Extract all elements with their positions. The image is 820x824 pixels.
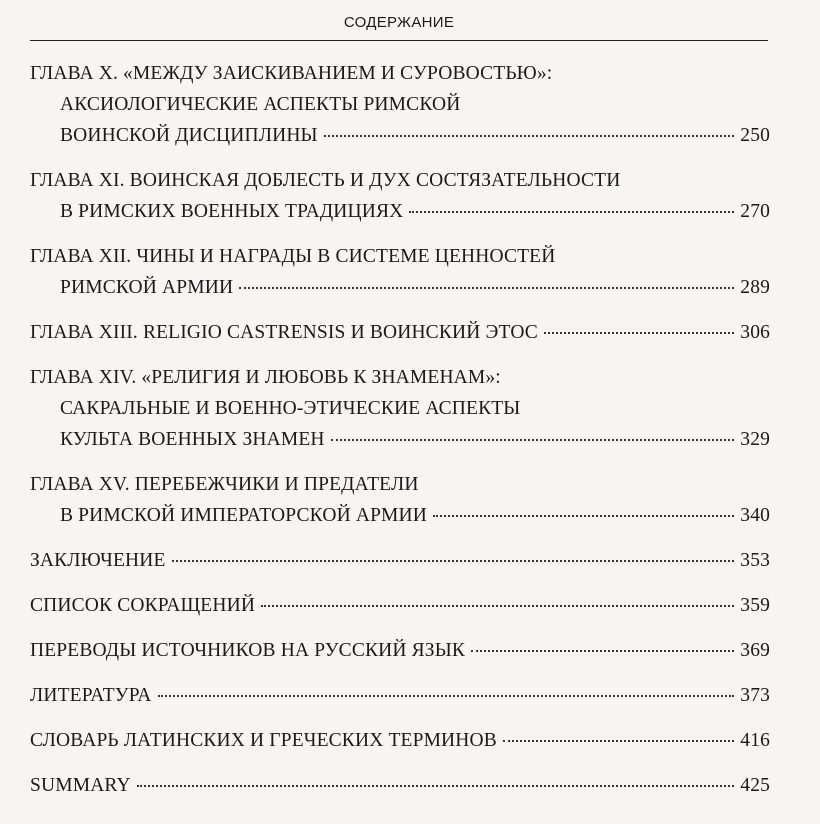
- toc-entry[interactable]: [30, 590, 770, 621]
- table-of-contents: [30, 58, 770, 815]
- toc-entry-title: В РИМСКИХ ВОЕННЫХ ТРАДИЦИЯХ: [60, 201, 404, 222]
- toc-entry[interactable]: [30, 680, 770, 711]
- toc-entry-title: СПИСОК СОКРАЩЕНИЙ: [30, 595, 256, 616]
- toc-entry-title: SUMMARY: [30, 775, 131, 796]
- dot-leader: [503, 740, 734, 742]
- dot-leader: [158, 695, 735, 697]
- toc-entry[interactable]: [30, 317, 770, 348]
- toc-entry-line: САКРАЛЬНЫЕ И ВОЕННО-ЭТИЧЕСКИЕ АСПЕКТЫ: [60, 398, 521, 419]
- toc-entry-title: КУЛЬТА ВОЕННЫХ ЗНАМЕН: [60, 429, 325, 450]
- toc-page-number: 353: [740, 550, 770, 571]
- dot-leader: [409, 211, 734, 213]
- toc-entry[interactable]: [30, 725, 770, 756]
- toc-page-number: 270: [740, 201, 770, 222]
- toc-entry[interactable]: [30, 241, 770, 303]
- toc-entry[interactable]: [30, 545, 770, 576]
- toc-page-number: 289: [740, 277, 770, 298]
- toc-entry-line: [30, 770, 770, 801]
- toc-entry-line: [30, 120, 770, 151]
- toc-entry-line: ГЛАВА XI. ВОИНСКАЯ ДОБЛЕСТЬ И ДУХ СОСТЯЗАТЕЛЬНОСТИ: [30, 170, 621, 191]
- toc-page-number: 373: [740, 685, 770, 706]
- toc-entry[interactable]: [30, 58, 770, 151]
- toc-page-number: 369: [740, 640, 770, 661]
- toc-entry-line: [30, 635, 770, 666]
- toc-entry-line: [30, 500, 770, 531]
- dot-leader: [331, 439, 735, 441]
- toc-entry[interactable]: [30, 770, 770, 801]
- toc-entry-title: ВОИНСКОЙ ДИСЦИПЛИНЫ: [60, 125, 318, 146]
- toc-page-number: 340: [740, 505, 770, 526]
- dot-leader: [471, 650, 734, 652]
- toc-entry-title: РИМСКОЙ АРМИИ: [60, 277, 234, 298]
- toc-entry-title: ПЕРЕВОДЫ ИСТОЧНИКОВ НА РУССКИЙ ЯЗЫК: [30, 640, 466, 661]
- toc-entry-title: В РИМСКОЙ ИМПЕРАТОРСКОЙ АРМИИ: [60, 505, 428, 526]
- dot-leader: [137, 785, 735, 787]
- dot-leader: [433, 515, 734, 517]
- dot-leader: [544, 332, 734, 334]
- header-rule: [30, 40, 768, 41]
- toc-page-number: 359: [740, 595, 770, 616]
- dot-leader: [239, 287, 734, 289]
- toc-page-number: 250: [740, 125, 770, 146]
- toc-entry[interactable]: [30, 165, 770, 227]
- toc-entry-line: [30, 590, 770, 621]
- toc-page-number: 329: [740, 429, 770, 450]
- toc-entry[interactable]: [30, 635, 770, 666]
- toc-entry-line: [30, 545, 770, 576]
- toc-entry-line: [30, 424, 770, 455]
- toc-entry-line: [30, 272, 770, 303]
- page-header: СОДЕРЖАНИЕ: [343, 14, 455, 31]
- toc-entry-title: ЛИТЕРАТУРА: [30, 685, 152, 706]
- toc-entry-line: [30, 317, 770, 348]
- toc-entry-line: АКСИОЛОГИЧЕСКИЕ АСПЕКТЫ РИМСКОЙ: [60, 94, 461, 115]
- toc-entry-line: [30, 680, 770, 711]
- toc-page-number: 425: [740, 775, 770, 796]
- toc-entry-title: ЗАКЛЮЧЕНИЕ: [30, 550, 166, 571]
- dot-leader: [324, 135, 735, 137]
- toc-entry-line: ГЛАВА XV. ПЕРЕБЕЖЧИКИ И ПРЕДАТЕЛИ: [30, 474, 419, 495]
- toc-entry-line: [30, 196, 770, 227]
- toc-entry[interactable]: [30, 362, 770, 455]
- toc-entry-line: ГЛАВА X. «МЕЖДУ ЗАИСКИВАНИЕМ И СУРОВОСТЬЮ»:: [30, 63, 553, 84]
- toc-entry-line: ГЛАВА XII. ЧИНЫ И НАГРАДЫ В СИСТЕМЕ ЦЕННОСТЕЙ: [30, 246, 556, 267]
- toc-entry[interactable]: [30, 469, 770, 531]
- dot-leader: [172, 560, 735, 562]
- dot-leader: [261, 605, 734, 607]
- toc-entry-line: ГЛАВА XIV. «РЕЛИГИЯ И ЛЮБОВЬ К ЗНАМЕНАМ»:: [30, 367, 501, 388]
- toc-page-number: 306: [740, 322, 770, 343]
- toc-entry-line: [30, 725, 770, 756]
- toc-entry-title: СЛОВАРЬ ЛАТИНСКИХ И ГРЕЧЕСКИХ ТЕРМИНОВ: [30, 730, 497, 751]
- toc-entry-title: ГЛАВА XIII. RELIGIO CASTRENSIS И ВОИНСКИЙ ЭТОС: [30, 322, 538, 343]
- toc-page-number: 416: [740, 730, 770, 751]
